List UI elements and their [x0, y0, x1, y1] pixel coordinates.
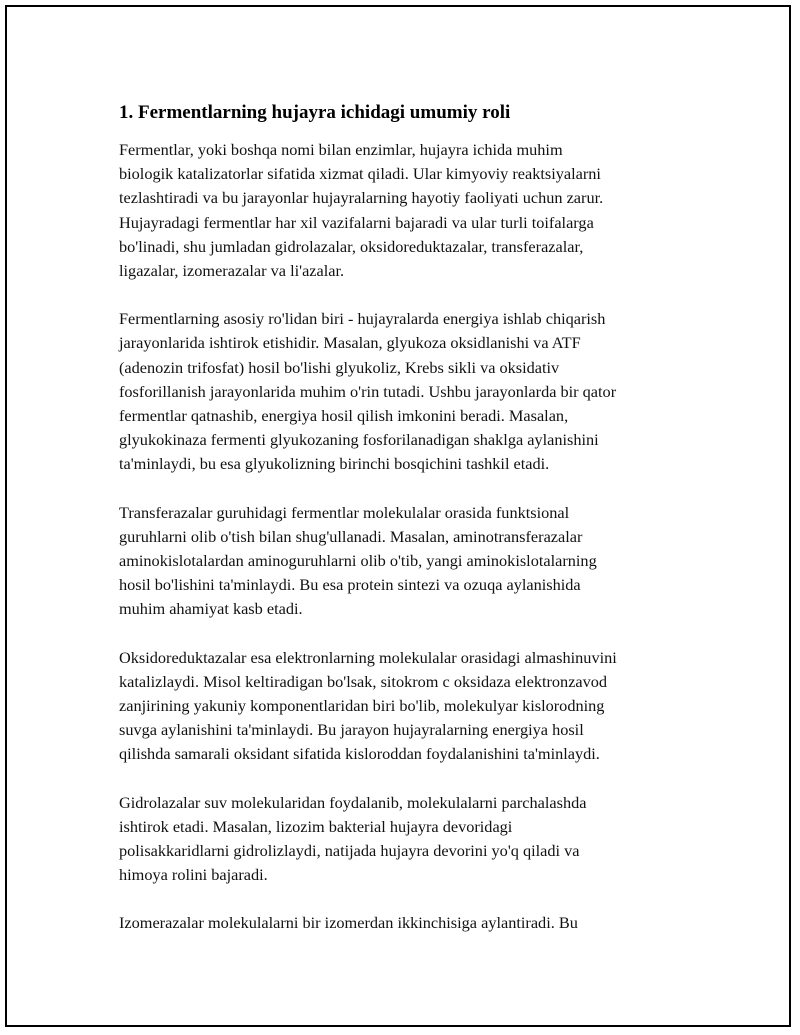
paragraph-isomerases: Izomerazalar molekulalarni bir izomerdan ikkinchisiga aylantiradi. Bu [119, 913, 578, 933]
page-frame [5, 5, 791, 1027]
section-heading: 1. Fermentlarning hujayra ichidagi umumiy roli [119, 102, 511, 123]
document-body [119, 101, 709, 960]
paragraph-oxidoreductases: Oksidoreduktazalar esa elektronlarning molekulalar orasidagi almashinuvini katalizlaydi. Misol keltiradigan bo'lsak, sitokrom c oksidaza elektronzavod zanjirining yakuniy komponentlaridan biri bo'lib, molekulyar kislorodning suvga aylanishini ta'minlaydi. Bu jarayon hujayralarning energiya hosil qilishda samarali oksidant sifatida kisloroddan foydalanishini ta'minlaydi. [119, 647, 617, 764]
paragraph-intro: Fermentlar, yoki boshqa nomi bilan enzimlar, hujayra ichida muhim biologik katalizatorlar sifatida xizmat qiladi. Ular kimyoviy reaktsiyalarni tezlashtiradi va bu jarayonlar hujayralarning hayotiy faoliyati uchun zarur. Hujayradagi fermentlar har xil vazifalarni bajaradi va ular turli toifalarga bo'linadi, shu jumladan gidrolazalar, oksidoreduktazalar, transferazalar, ligazalar, izomerazalar va li'azalar. [119, 140, 604, 281]
paragraph-hydrolases: Gidrolazalar suv molekularidan foydalanib, molekulalarni parchalashda ishtirok etadi. Masalan, lizozim bakterial hujayra devoridagi polisakkaridlarni gidrolizlaydi, natijada hujayra devorini yo'q qiladi va himoya rolini bajaradi. [119, 792, 587, 885]
paragraph-transferases: Transferazalar guruhidagi fermentlar molekulalar orasida funktsional guruhlarni olib o'tish bilan shug'ullanadi. Masalan, aminotransferazalar aminokislotalardan aminoguruhlarni olib o'tib, yangi aminokislotalarning hosil bo'lishini ta'minlaydi. Bu esa protein sintezi va ozuqa aylanishida muhim ahamiyat kasb etadi. [119, 502, 597, 619]
paragraph-energy: Fermentlarning asosiy ro'lidan biri - hujayralarda energiya ishlab chiqarish jarayonlarida ishtirok etishidir. Masalan, glyukoza oksidlanishi va ATF (adenozin trifosfat) hosil bo'lishi glyukoliz, Krebs sikli va oksidativ fosforillanish jarayonlarida muhim o'rin tutadi. Ushbu jarayonlarda bir qator fermentlar qatnashib, energiya hosil qilish imkonini beradi. Masalan, glyukokinaza fermenti glyukozaning fosforilanadigan shaklga aylanishini ta'minlaydi, bu esa glyukolizning birinchi bosqichini tashkil etadi. [119, 309, 617, 474]
